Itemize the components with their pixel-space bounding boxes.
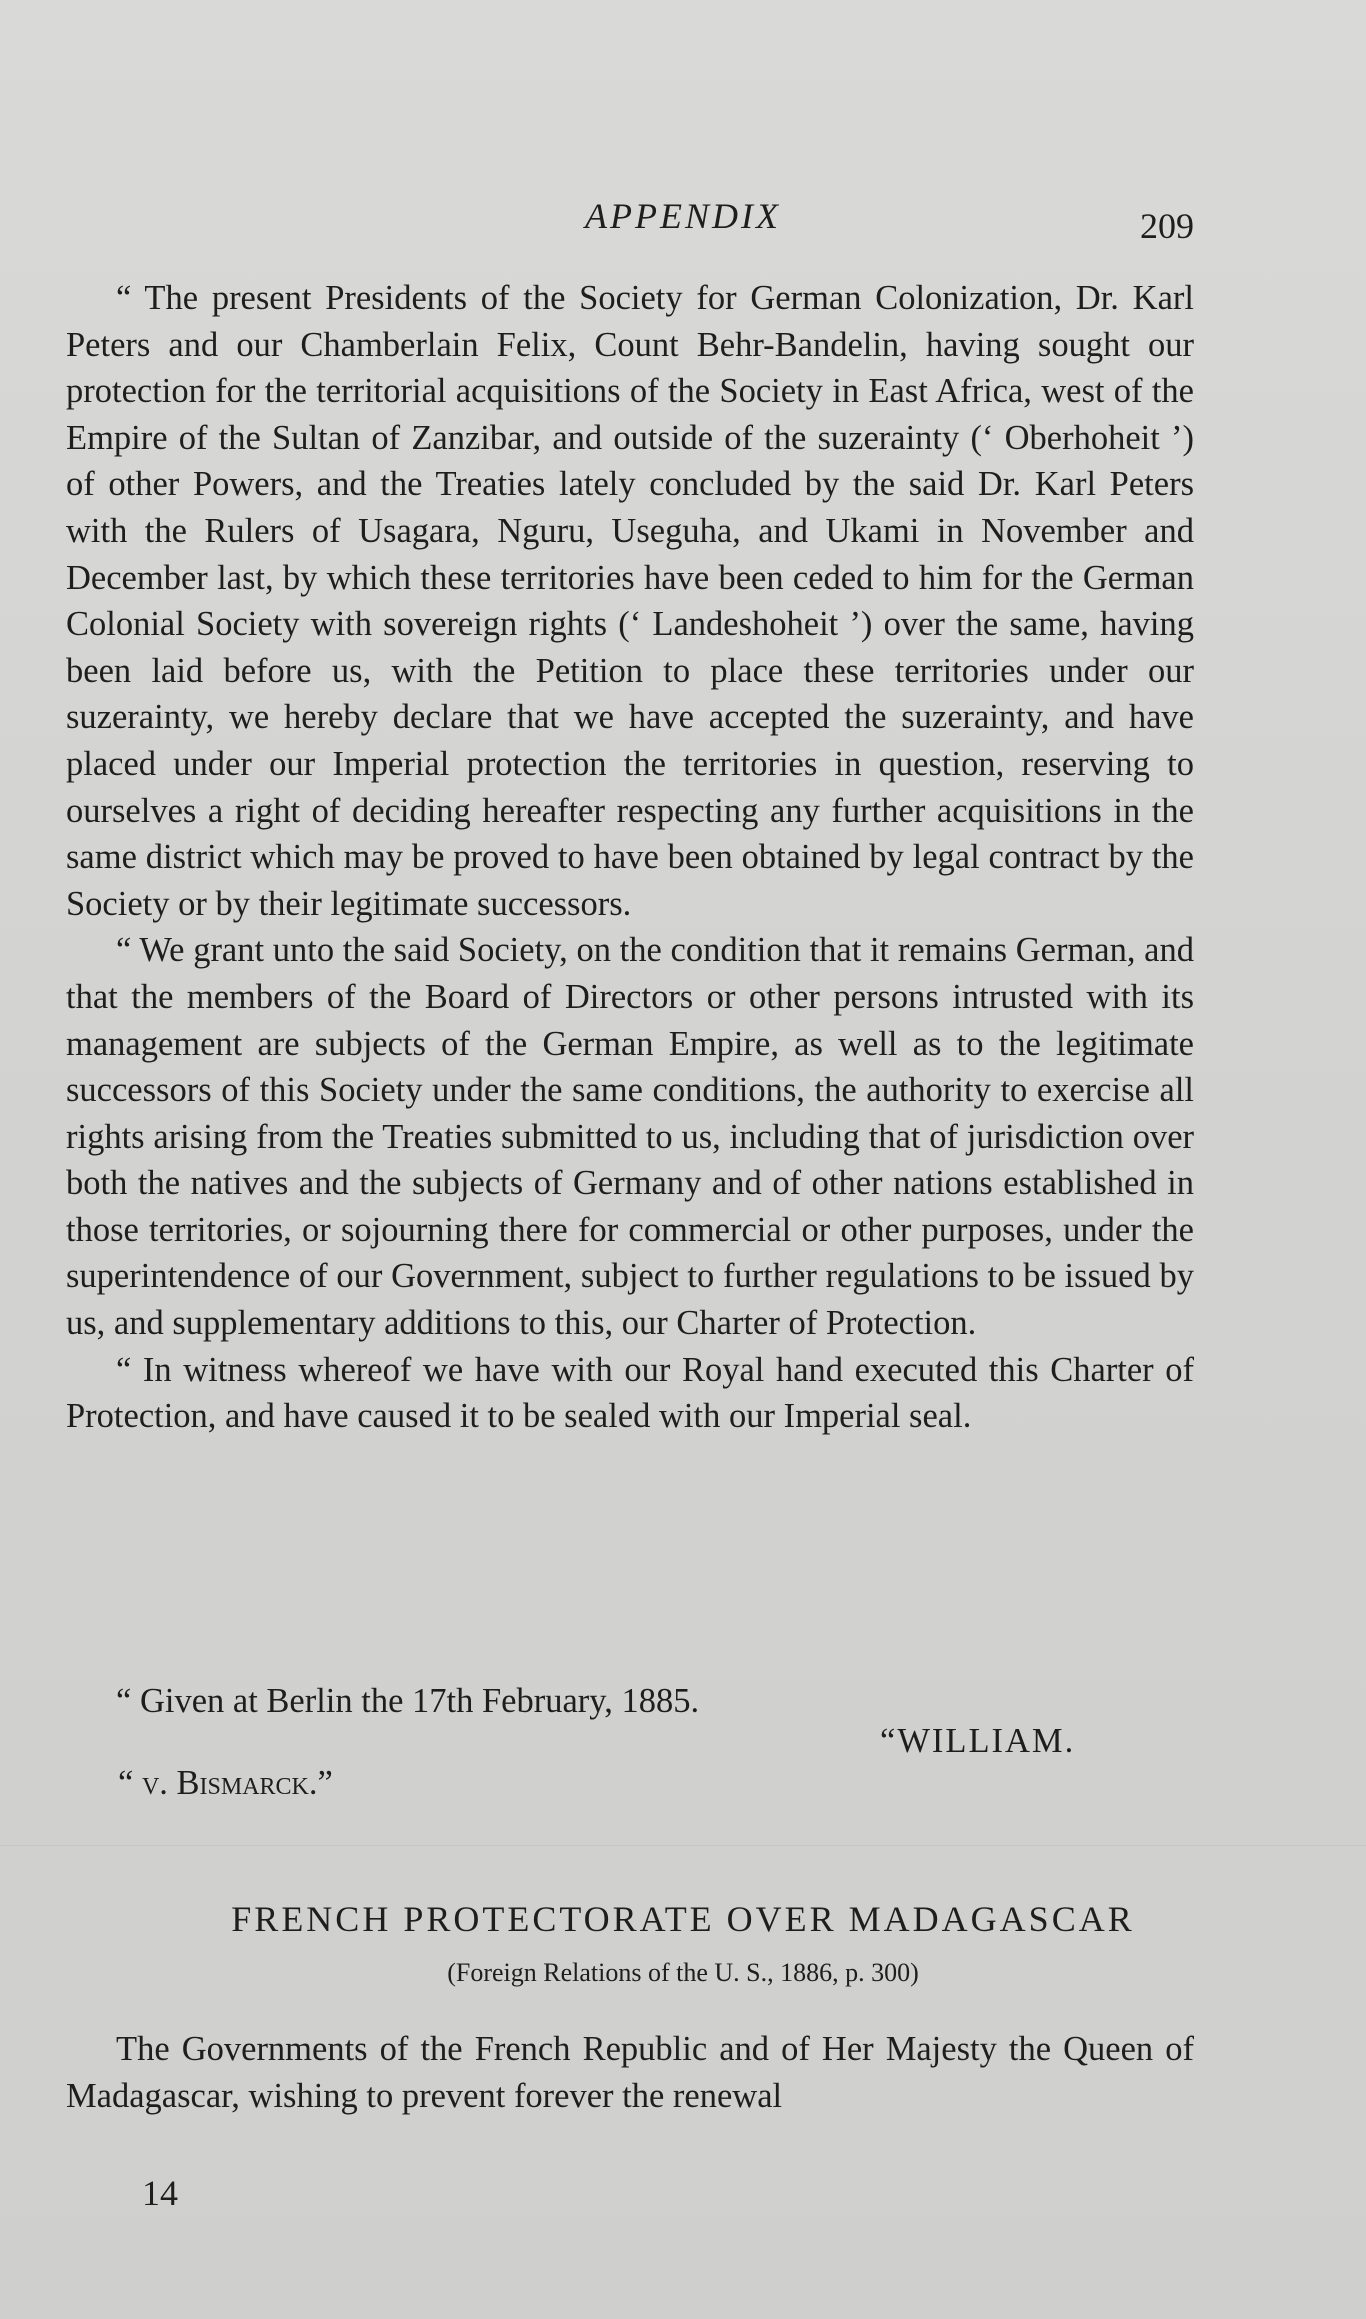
section-title: FRENCH PROTECTORATE OVER MADAGASCAR	[231, 1899, 1135, 1939]
section-paragraph: The Governments of the French Republic and of Her Majesty the Queen of Madagascar, wishing to prevent forever the renewal	[66, 2030, 1194, 2115]
signature-bismarck: “ v. Bismarck.”	[118, 1764, 333, 1802]
section-text	[66, 2026, 1194, 2120]
paragraph-1: “ The present Presidents of the Society for German Colonization, Dr. Karl Peters and our Chamberlain Felix, Count Behr-Bandelin, having sought our protection for the territorial acquisitions of the Society in East Africa, west of the Empire of the Sultan of Zanzibar, and outside of the suzerainty (‘ Oberhoheit ’) of other Powers, and the Treaties lately concluded by the said Dr. Karl Peters with the Rulers of Usagara, Nguru, Useguha, and Ukami in November and December last, by which these territories have been ceded to him for the German Colonial Society with sovereign rights (‘ Landeshoheit ’) over the same, having been laid before us, with the Petition to place these territories under our suzerainty, we hereby declare that we have accepted the suzerainty, and have placed under our Imperial protection the territories in question, reserving to ourselves a right of deciding hereafter respecting any further acquisitions in the same district which may be proved to have been obtained by legal contract by the Society or by their legitimate successors.	[66, 279, 1194, 923]
section-divider	[0, 1845, 1366, 1846]
running-head-title: APPENDIX	[585, 196, 781, 236]
signature-william: “WILLIAM.	[880, 1722, 1076, 1760]
paragraph-3: “ In witness whereof we have with our Royal hand executed this Charter of Protection, and have caused it to be sealed with our Imperial seal.	[66, 1350, 1194, 1436]
given-line: “ Given at Berlin the 17th February, 1885.	[116, 1682, 700, 1720]
section-source: (Foreign Relations of the U. S., 1886, p. 300)	[447, 1958, 919, 1987]
page-number: 209	[1140, 206, 1194, 246]
printer-signature-mark: 14	[142, 2173, 178, 2213]
charter-text	[66, 275, 1194, 1440]
paragraph-2: “ We grant unto the said Society, on the condition that it remains German, and that the members of the Board of Directors or other persons intrusted with its management are subjects of the German Empire, as well as to the legitimate successors of this Society under the same conditions, the authority to exercise all rights arising from the Treaties submitted to us, including that of jurisdiction over both the natives and the subjects of Germany and of other nations established in those territories, or sojourning there for commercial or other purposes, under the superintendence of our Government, subject to further regulations to be issued by us, and supplementary additions to this, our Charter of Protection.	[66, 931, 1194, 1343]
running-head	[0, 195, 1366, 245]
